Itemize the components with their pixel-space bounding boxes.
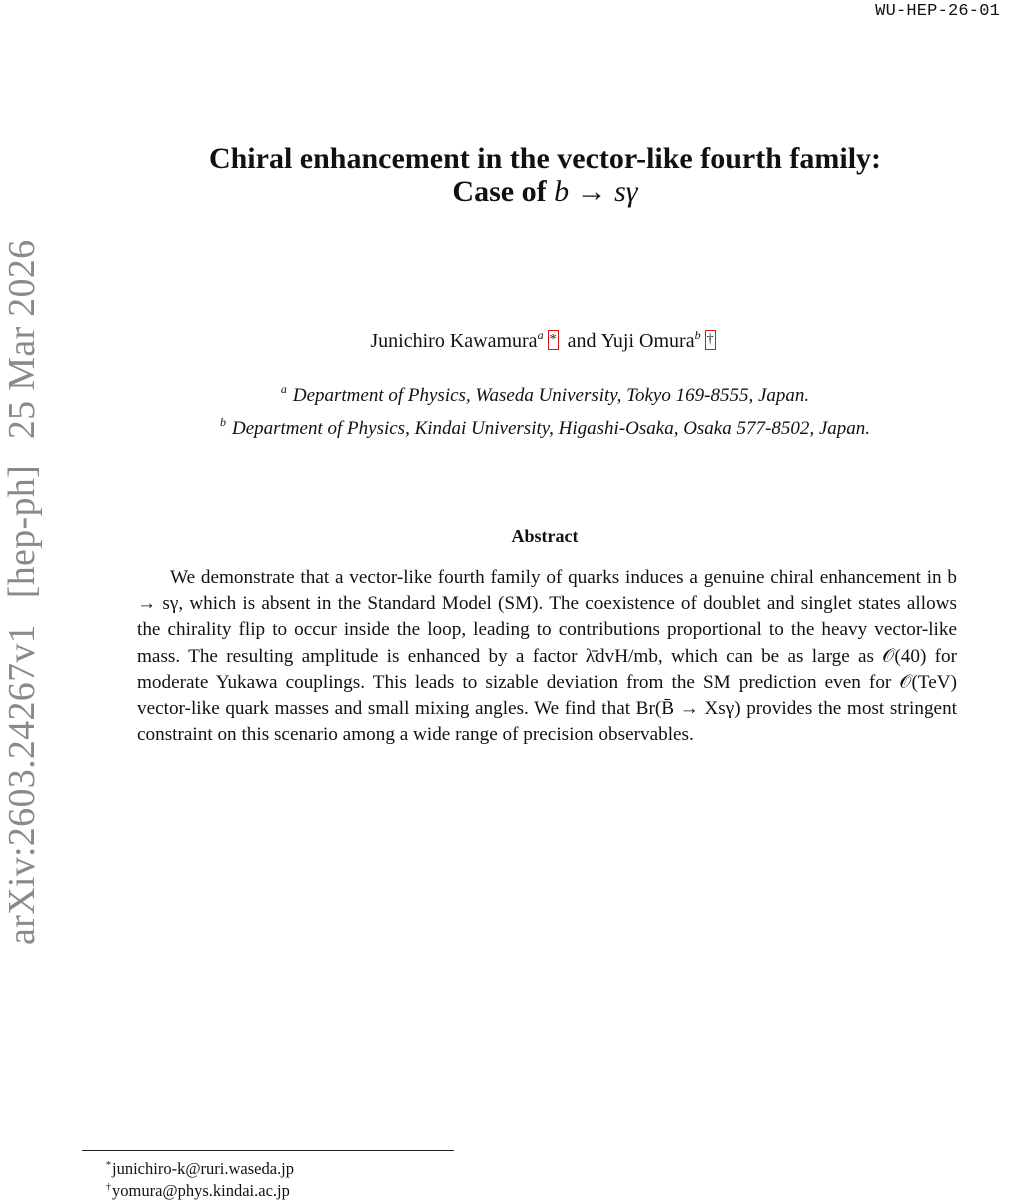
footnote-email[interactable]: junichiro-k@ruri.waseda.jp (112, 1159, 294, 1178)
author-separator: and (562, 330, 601, 352)
affiliation-mark: b (694, 328, 701, 342)
title-line-1: Chiral enhancement in the vector-like fourth family: (208, 142, 882, 175)
affiliation-text: Department of Physics, Kindai University, Higashi-Osaka, Osaka 577-8502, Japan. (231, 418, 870, 439)
footnote-email[interactable]: yomura@phys.kindai.ac.jp (112, 1181, 290, 1200)
math-b: b (554, 175, 570, 208)
affiliation-b (100, 410, 990, 441)
paper-title (100, 142, 990, 208)
arrow-symbol: → (569, 175, 615, 208)
affiliation-mark: b (219, 415, 226, 429)
title-line-2-prefix: Case of (452, 175, 555, 208)
affiliation-mark: a (537, 328, 544, 342)
footnote-2 (106, 1178, 290, 1201)
affiliation-text: Department of Physics, Waseda University, Tokyo 169-8555, Japan. (292, 385, 810, 406)
footnote-divider (82, 1150, 454, 1151)
title-line-2 (100, 175, 990, 208)
author-name: Junichiro Kawamura (370, 330, 538, 352)
footnote-mark: * (106, 1160, 111, 1171)
affiliation-mark: a (280, 382, 287, 396)
arxiv-id[interactable]: arXiv:2603.24267v1 (1, 624, 43, 945)
affiliation-a (100, 377, 990, 408)
author-name: Yuji Omura (600, 330, 695, 352)
arxiv-date: 25 Mar 2026 (1, 239, 43, 440)
abstract-body: We demonstrate that a vector-like fourth family of quarks induces a genuine chiral enhancement in b → sγ, which is absent in the Standard Model (SM). The coexistence of doublet and singlet states allows the chirality flip to occur inside the loop, leading to contributions proportional to the heavy vector-like mass. The resulting amplitude is enhanced by a factor λ̄dvH/mb, which can be as large as 𝒪(40) for moderate Yukawa couplings. This leads to sizable deviation from the SM prediction even for 𝒪(TeV) vector-like quark masses and small mixing angles. We find that Br(B̄ → Xsγ) provides the most stringent constraint on this scenario among a wide range of precision observables. (137, 567, 957, 746)
footnote-1 (106, 1156, 294, 1179)
author-list (100, 322, 990, 354)
report-number: WU-HEP-26-01 (875, 2, 1000, 21)
footnote-link-2[interactable]: † (705, 330, 716, 350)
arxiv-category: [hep-ph] (1, 464, 43, 599)
footnote-link-1[interactable]: * (548, 330, 559, 350)
arxiv-stamp (1, 239, 43, 945)
math-s-gamma: sγ (614, 175, 638, 208)
footnote-mark: † (106, 1182, 111, 1193)
abstract-heading: Abstract (511, 526, 579, 546)
